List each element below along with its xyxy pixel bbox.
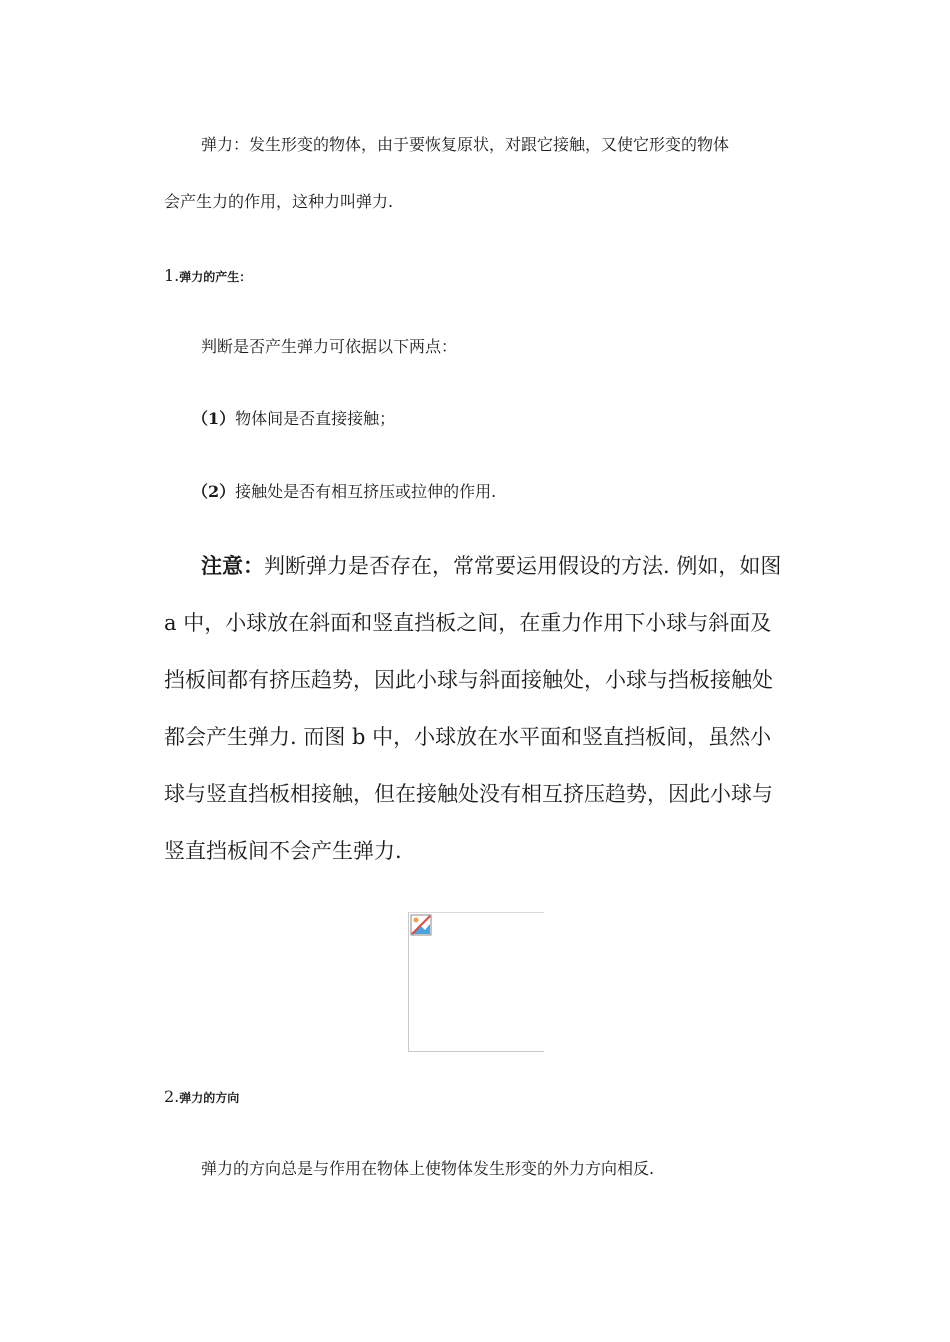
note-line-3: 挡板间都有挤压趋势，因此小球与斜面接触处，小球与挡板接触处 xyxy=(164,668,773,692)
point-1-number: （1） xyxy=(192,409,236,428)
note-line-4: 都会产生弹力. 而图 b 中，小球放在水平面和竖直挡板间，虽然小 xyxy=(164,725,772,749)
note-line-5: 球与竖直挡板相接触，但在接触处没有相互挤压趋势，因此小球与 xyxy=(164,782,773,806)
note-line-6: 竖直挡板间不会产生弹力. xyxy=(164,839,402,863)
intro-line-1: 弹力：发生形变的物体，由于要恢复原状，对跟它接触，又使它形变的物体 xyxy=(201,135,730,154)
section-2-heading xyxy=(164,1089,239,1105)
broken-image-icon xyxy=(410,914,432,936)
point-1-text: 物体间是否直接接触； xyxy=(235,409,396,428)
section-1-title: 弹力的产生： xyxy=(179,270,252,284)
figure-placeholder xyxy=(408,912,544,1052)
section-1-point-2 xyxy=(192,484,496,500)
point-2-number: （2） xyxy=(192,482,236,501)
point-2-text: 接触处是否有相互挤压或拉伸的作用. xyxy=(235,482,497,501)
section-1-number: 1. xyxy=(164,266,180,285)
note-line-1-text: 判断弹力是否存在，常常要运用假设的方法. 例如，如图 xyxy=(264,554,782,578)
section-1-lead: 判断是否产生弹力可依据以下两点： xyxy=(201,337,458,356)
note-label: 注意： xyxy=(201,554,264,578)
intro-line-2: 会产生力的作用，这种力叫弹力. xyxy=(164,192,394,211)
section-1-point-1 xyxy=(192,411,395,427)
section-1-heading xyxy=(164,268,251,284)
section-2-text: 弹力的方向总是与作用在物体上使物体发生形变的外力方向相反. xyxy=(201,1159,655,1178)
note-line-2: a 中，小球放在斜面和竖直挡板之间，在重力作用下小球与斜面及 xyxy=(164,611,772,635)
section-2-number: 2. xyxy=(164,1087,180,1106)
section-2-title: 弹力的方向 xyxy=(179,1091,240,1105)
note-line-1 xyxy=(201,556,781,577)
